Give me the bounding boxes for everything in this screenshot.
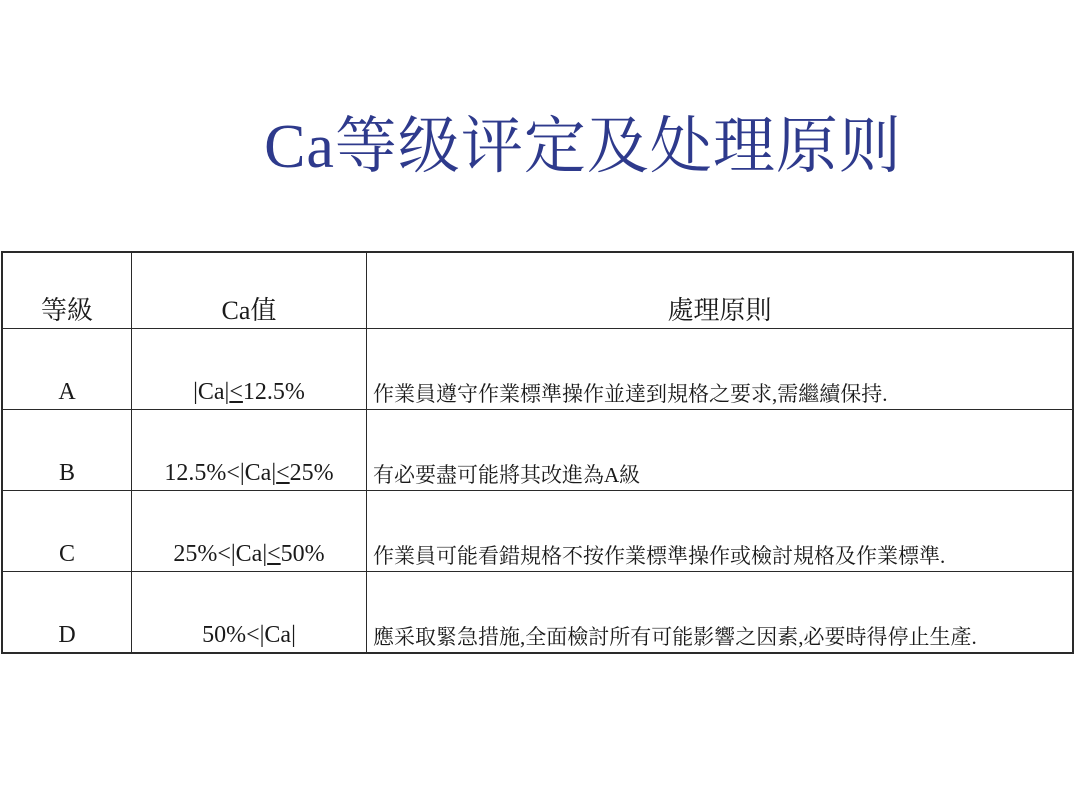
cell-grade: B [2,410,132,491]
cell-grade: A [2,329,132,410]
page-title: Ca等级评定及处理原则 [264,113,902,181]
header-ca-value: Ca值 [132,252,367,329]
cell-ca-value [132,410,367,491]
ca-grade-table [1,251,1074,654]
cell-ca-value [132,572,367,654]
table-row [2,572,1073,654]
cell-principle: 作業員可能看錯規格不按作業標準操作或檢討規格及作業標準. [367,491,1074,572]
cell-principle: 應采取緊急措施,全面檢討所有可能影響之因素,必要時得停止生產. [367,572,1074,654]
cell-grade: C [2,491,132,572]
cell-ca-value [132,491,367,572]
value-part-operator: < [229,379,243,406]
value-part-rhs: 25% [289,460,334,487]
cell-principle: 作業員遵守作業標準操作並達到規格之要求,需繼續保持. [367,329,1074,410]
value-part-lhs: 50%<|Ca| [202,622,296,649]
table-row [2,410,1073,491]
cell-grade: D [2,572,132,654]
value-part-operator: < [276,460,290,487]
table-row [2,329,1073,410]
header-principle: 處理原則 [367,252,1074,329]
value-part-operator: < [267,541,281,568]
header-grade: 等級 [2,252,132,329]
table-header-row [2,252,1073,329]
value-part-rhs: 50% [280,541,325,568]
value-part-lhs: 25%<|Ca| [173,541,268,568]
cell-ca-value [132,329,367,410]
table-row [2,491,1073,572]
cell-principle: 有必要盡可能將其改進為A級 [367,410,1074,491]
value-part-lhs: 12.5%<|Ca| [164,460,277,487]
value-part-rhs: 12.5% [242,379,305,406]
value-part-lhs: |Ca| [193,379,230,406]
